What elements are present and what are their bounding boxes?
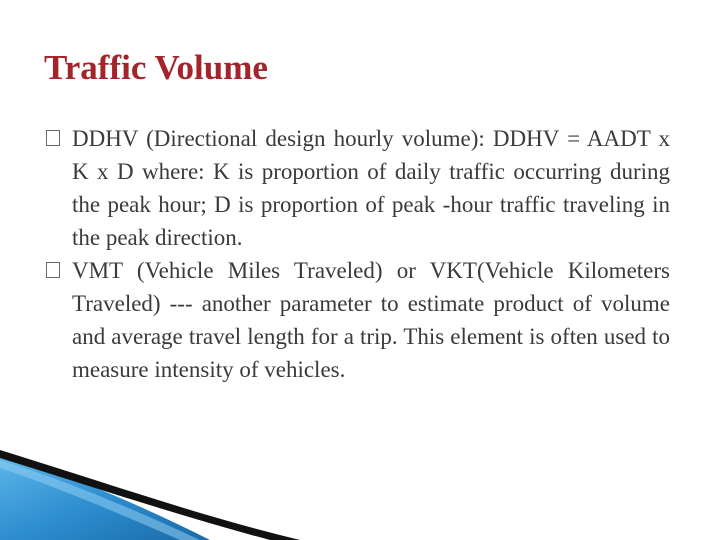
bullet-list [72,122,670,386]
bullet-item-ddhv [72,122,670,254]
bullet-text-vmt: VMT (Vehicle Miles Traveled) or VKT(Vehicle Kilometers Traveled) --- another parameter to estimate product of volume and average travel length for a trip. This element is often used to measure intensity of vehicles. [72,258,670,382]
bullet-item-vmt [72,254,670,386]
square-bullet-icon [46,130,60,146]
corner-decoration [0,450,300,540]
square-bullet-icon [46,262,60,278]
slide-title: Traffic Volume [44,48,268,87]
bullet-text-ddhv: DDHV (Directional design hourly volume): DDHV = AADT x K x D where: K is proportion of daily traffic occurring during the peak hour; D is proportion of peak -hour traffic traveling in the peak direction. [72,126,670,250]
